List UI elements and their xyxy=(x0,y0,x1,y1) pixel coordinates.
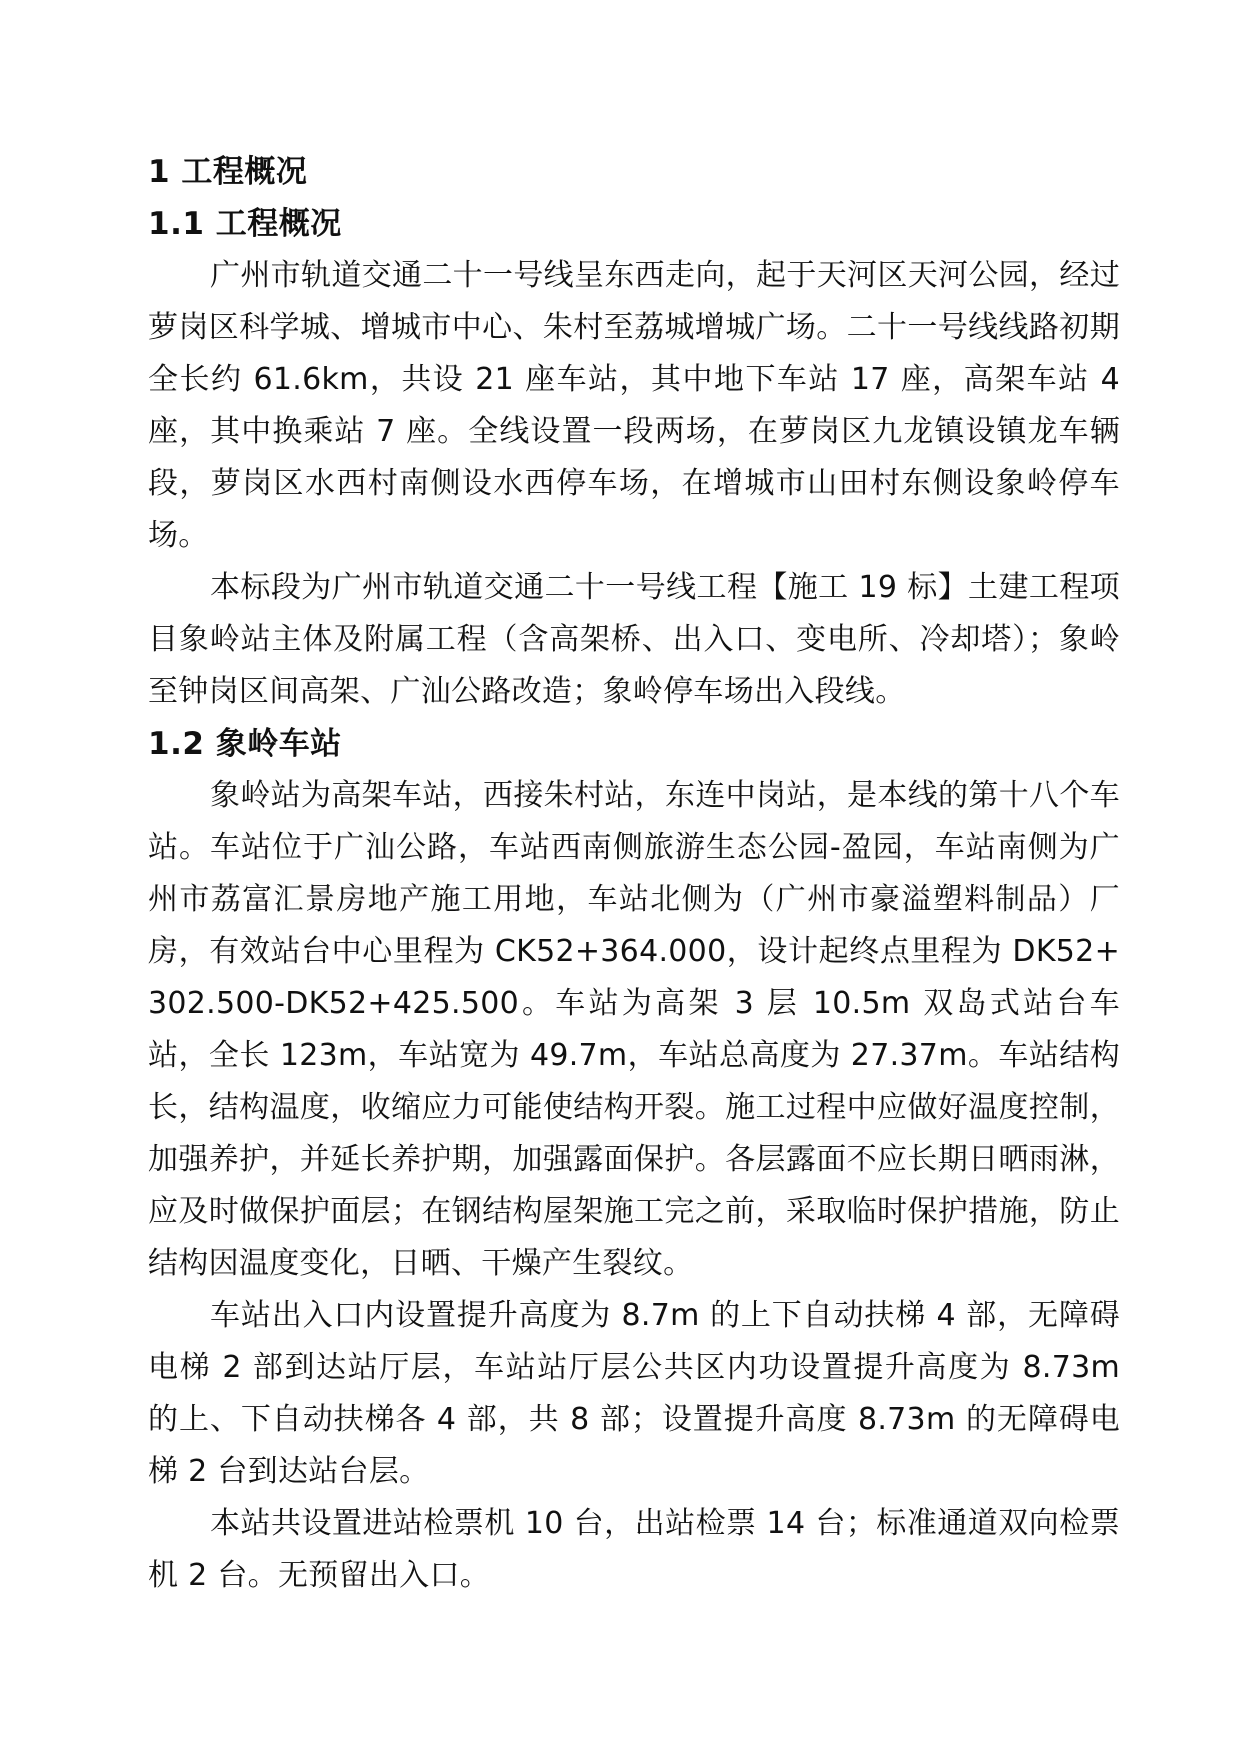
paragraph-escalators: 车站出入口内设置提升高度为 8.7m 的上下自动扶梯 4 部，无障碍电梯 2 部到达站厅层，车站站厅层公共区内功设置提升高度为 8.73m 的上、下自动扶梯各 4 部，共 8 部；设置提升高度 8.73m 的无障碍电梯 2 台到达站台层。 xyxy=(148,1298,1120,1489)
section-heading-1: 1 工程概况 xyxy=(148,154,308,190)
paragraph-line21-overview: 广州市轨道交通二十一号线呈东西走向，起于天河区天河公园，经过萝岗区科学城、增城市中心、朱村至荔城增城广场。二十一号线线路初期全长约 61.6km，共设 21 座车站，其中地下车站 17 座，高架车站 4 座，其中换乘站 7 座。全线设置一段两场，在萝岗区九龙镇设镇龙车辆段，萝岗区水西村南侧设水西停车场，在增城市山田村东侧设象岭停车场。 xyxy=(148,258,1120,553)
section-heading-1-1: 1.1 工程概况 xyxy=(148,206,342,242)
section-heading-1-2: 1.2 象岭车站 xyxy=(148,726,342,762)
paragraph-contract-scope: 本标段为广州市轨道交通二十一号线工程【施工 19 标】土建工程项目象岭站主体及附属工程（含高架桥、出入口、变电所、冷却塔）；象岭至钟岗区间高架、广汕公路改造；象岭停车场出入段线。 xyxy=(148,570,1120,709)
document-page xyxy=(148,146,1120,1602)
paragraph-station-description: 象岭站为高架车站，西接朱村站，东连中岗站，是本线的第十八个车站。车站位于广汕公路，车站西南侧旅游生态公园-盈园，车站南侧为广州市荔富汇景房地产施工用地，车站北侧为（广州市豪溢塑料制品）厂房，有效站台中心里程为 CK52+364.000，设计起终点里程为 DK52+302.500-DK52+425.500。车站为高架 3 层 10.5m 双岛式站台车站，全长 123m，车站宽为 49.7m，车站总高度为 27.37m。车站结构长，结构温度，收缩应力可能使结构开裂。施工过程中应做好温度控制，加强养护，并延长养护期，加强露面保护。各层露面不应长期日晒雨淋，应及时做保护面层；在钢结构屋架施工完之前，采取临时保护措施，防止结构因温度变化，日晒、干燥产生裂纹。 xyxy=(148,778,1120,1281)
paragraph-ticket-gates: 本站共设置进站检票机 10 台，出站检票 14 台；标准通道双向检票机 2 台。无预留出入口。 xyxy=(148,1506,1120,1593)
